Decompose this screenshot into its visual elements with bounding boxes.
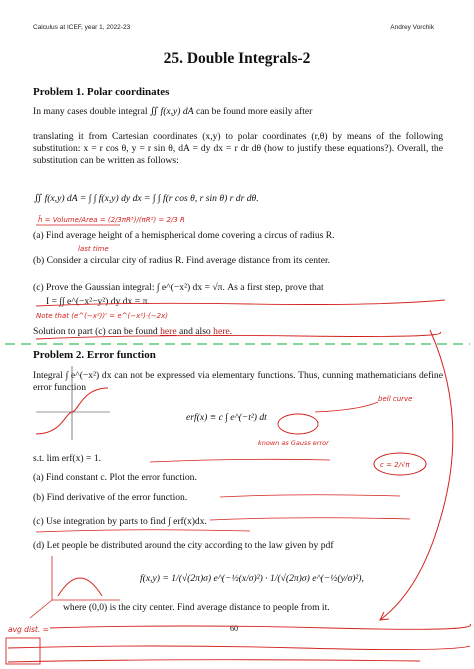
problem2-d: (d) Let people be distributed around the city according to the law given by pdf: [33, 540, 334, 551]
problem1-body: translating it from Cartesian coordinates (x,y) to polar coordinates (r,θ) by means of the following substitution: x = r cos θ, y = r sin θ, dA = dy dx = r dr dθ (how to justify these equations?). Overall, the substitution can be written as follows:: [33, 131, 443, 167]
solution-text: Solution to part (c) can be found: [33, 326, 158, 337]
gauss-error-note: known as Gauss error: [258, 439, 329, 447]
dome-average-note: h̄ = Volume/Area = (2/3πR³)/(πR²) = 2/3 R: [38, 216, 185, 224]
problem2-limit: s.t. lim erf(x) = 1.: [33, 453, 102, 464]
solution-end: .: [229, 326, 233, 337]
avg-dist-note: avg dist. =: [8, 625, 49, 634]
problem2-a: (a) Find constant c. Plot the error function.: [33, 472, 197, 483]
intro-integral: ∬ f(x,y) dA: [149, 106, 194, 117]
erf-definition: erf(x) ≡ c ∫ e^(−t²) dt: [186, 412, 267, 423]
pdf-formula: f(x,y) = 1/(√(2π)σ) e^(−½(x/σ)²) · 1/(√(2π)σ) e^(−½(y/σ)²),: [140, 573, 364, 584]
problem1-intro: [33, 106, 312, 117]
problem1-a: (a) Find average height of a hemispherical dome covering a circus of radius R.: [33, 230, 335, 241]
solution-link-1[interactable]: here: [160, 326, 177, 337]
problem1-c-second: I = ∫∫ e^(−x²−y²) dy dx = π.: [46, 296, 150, 307]
problem2-c: (c) Use integration by parts to find ∫ erf(x)dx.: [33, 516, 207, 527]
header-author: Andrey Vorchik: [390, 24, 434, 31]
last-time-note: last time: [78, 245, 109, 253]
c-value: c = 2/√π: [380, 461, 410, 469]
problem1-b: (b) Consider a circular city of radius R. Find average distance from its center.: [33, 255, 331, 266]
problem1-c-first: (c) Prove the Gaussian integral: ∫ e^(−x²) dx = √π. As a first step, prove that: [33, 282, 324, 293]
intro-before: In many cases double integral: [33, 106, 148, 117]
problem2-intro: Integral ∫ e^(−x²) dx can not be expressed via elementary functions. Thus, cunning mathematicians define error function: [33, 370, 443, 394]
polar-substitution-formula: ∬ f(x,y) dA = ∫ ∫ f(x,y) dy dx = ∫ ∫ f(r cos θ, r sin θ) r dr dθ.: [34, 193, 259, 204]
intro-after: can be found more easily after: [195, 106, 313, 117]
problem2-b: (b) Find derivative of the error function.: [33, 492, 188, 503]
solution-link-2[interactable]: here: [213, 326, 230, 337]
header-course: Calculus at ICEF, year 1, 2022-23: [33, 24, 131, 31]
page-title: 25. Double Integrals-2: [163, 50, 311, 67]
derivative-note: Note that (e^(−x²))' = e^(−x²)·(−2x): [36, 312, 168, 320]
problem1-solution: [33, 326, 232, 337]
problem2-where: where (0,0) is the city center. Find average distance to people from it.: [63, 602, 330, 613]
page-number: 60: [230, 624, 238, 633]
problem2-heading: Problem 2. Error function: [33, 349, 156, 361]
problem1-heading: Problem 1. Polar coordinates: [33, 86, 170, 98]
bell-curve-note: bell curve: [378, 395, 413, 403]
c-value-circle: [374, 453, 426, 475]
solution-mid: and also: [179, 326, 211, 337]
